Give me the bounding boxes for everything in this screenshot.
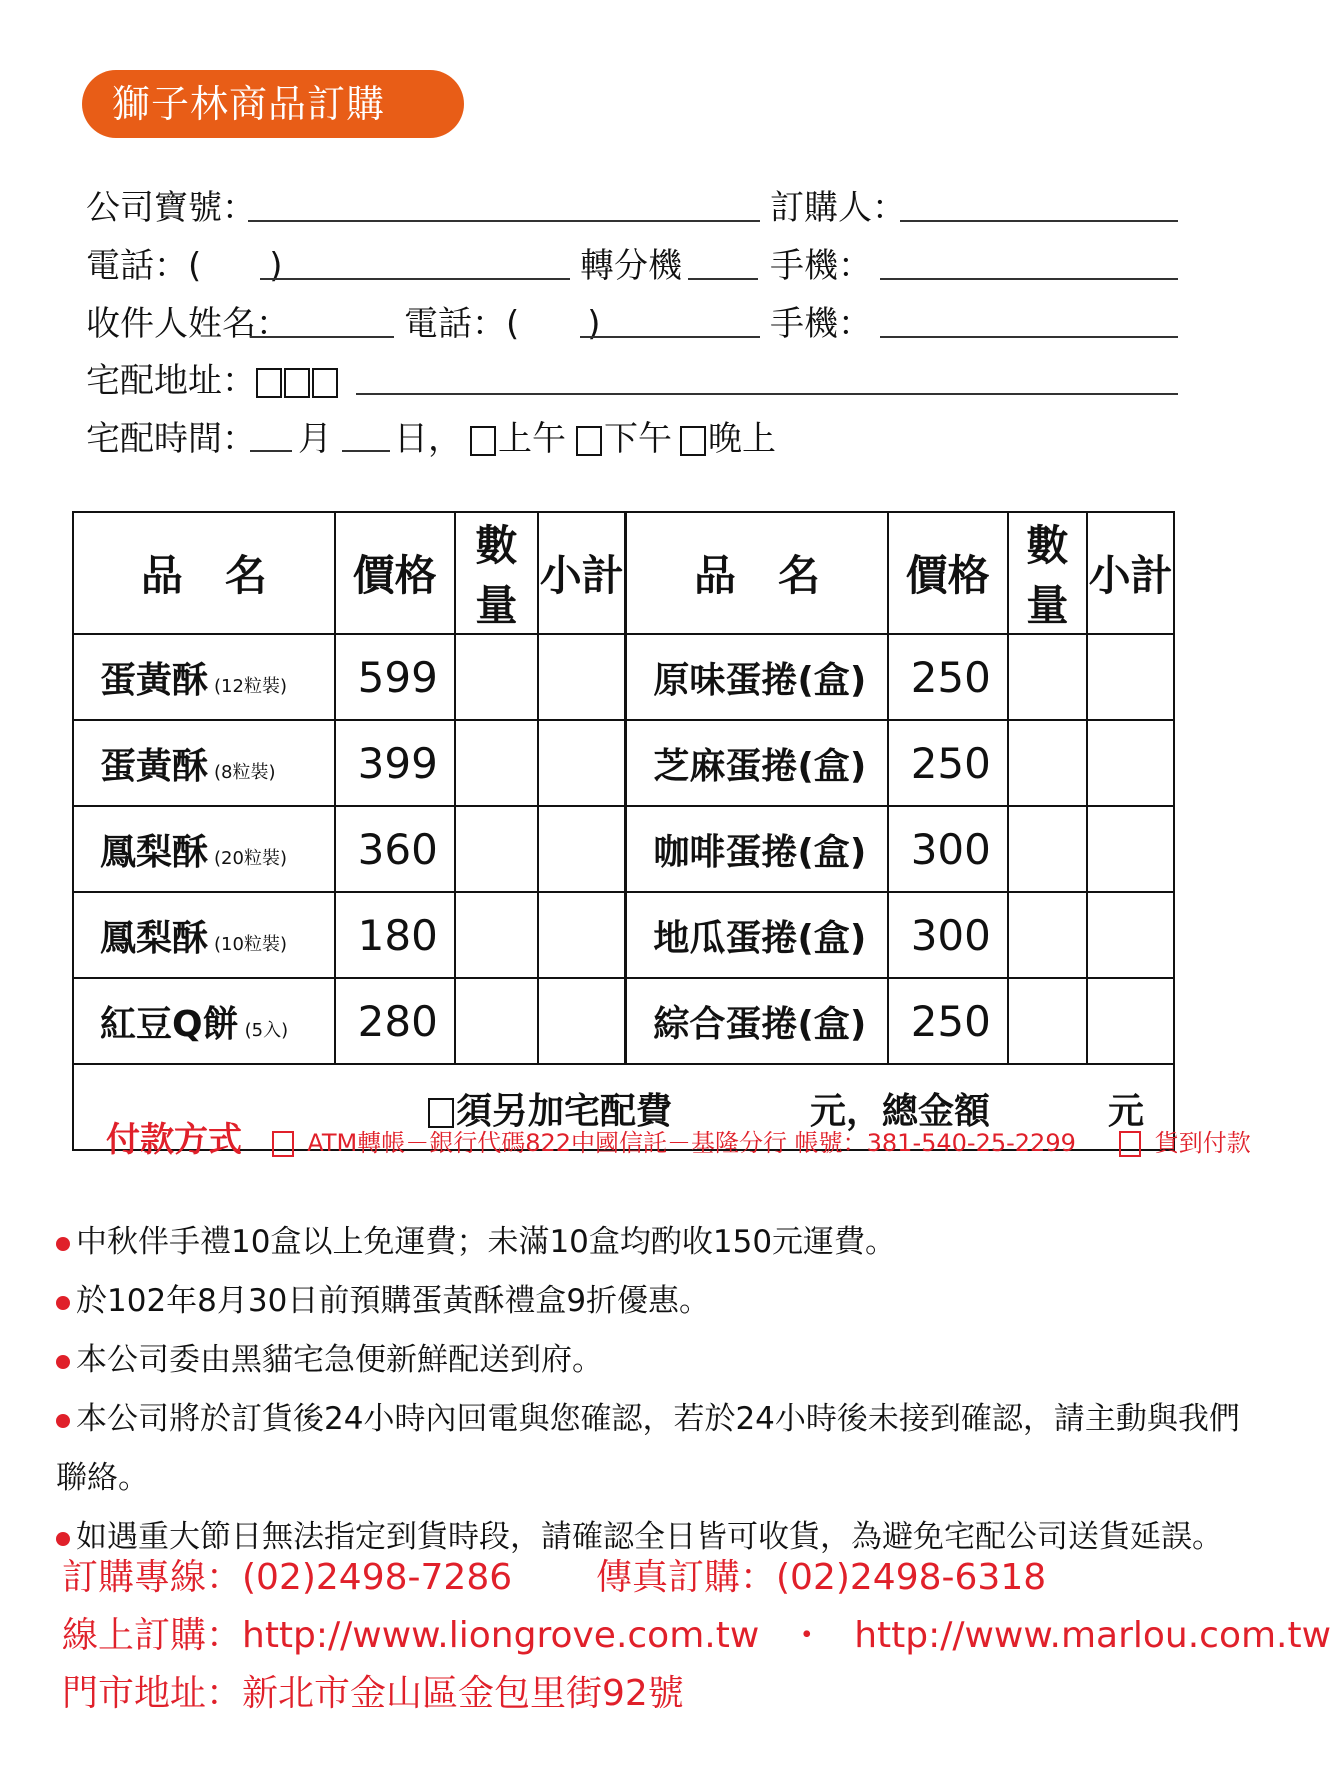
online-link-1[interactable]: 線上訂購：http://www.liongrove.com.tw [62,1615,760,1656]
product-name-text: 蛋黃酥 [100,745,209,787]
header-price: 價格 [888,512,1008,634]
day-field[interactable] [342,450,390,452]
company-field[interactable] [248,220,760,222]
month-field[interactable] [250,450,292,452]
mobile-label: 手機： [770,246,872,286]
orderer-label: 訂購人： [770,188,906,228]
header-subtotal: 小計 [1087,512,1174,634]
qty-cell[interactable] [455,720,539,806]
month-label: 月 [298,419,332,459]
header-qty: 數量 [455,512,539,634]
product-price: 250 [888,978,1008,1064]
checkbox-atm[interactable] [272,1131,294,1157]
company-label: 公司寶號： [86,188,256,228]
product-note: (20粒裝) [214,847,287,869]
am-label: 上午 [498,419,566,459]
product-note: (5入) [244,1019,289,1041]
list-item [56,1213,1252,1272]
product-name: 芝麻蛋捲(盒) [626,720,888,806]
note-text: 本公司將於訂貨後24小時內回電與您確認，若於24小時後未接到確認，請主動與我們聯絡。 [56,1401,1240,1496]
bullet-icon [56,1355,70,1369]
separator: ・ [788,1615,825,1656]
product-note: (8粒裝) [214,761,276,783]
table-row [73,806,1174,892]
subtotal-cell[interactable] [1087,892,1174,978]
notes-list [56,1213,1252,1567]
address-label-text: 宅配地址： [86,361,256,401]
phone-label: 電話：( ) [86,246,283,286]
product-price: 250 [888,634,1008,720]
store-address: 門市地址：新北市金山區金包里街92號 [62,1673,684,1714]
table-row [73,978,1174,1064]
table-row [73,634,1174,720]
hotline: 訂購專線：(02)2498-7286 [62,1557,513,1598]
recipient-mobile-label: 手機： [770,304,872,344]
yuan-label: 元 [1108,1091,1145,1132]
recipient-label: 收件人姓名： [86,304,290,344]
qty-cell[interactable] [455,978,539,1064]
checkbox-night[interactable] [680,426,706,456]
recipient-field[interactable] [250,336,394,338]
subtotal-cell[interactable] [538,892,626,978]
product-name: 原味蛋捲(盒) [626,634,888,720]
postcode-box[interactable] [256,368,282,398]
product-name-text: 蛋黃酥 [100,659,209,701]
header-name: 品 名 [73,512,335,634]
product-name: 綜合蛋捲(盒) [626,978,888,1064]
product-name: 地瓜蛋捲(盒) [626,892,888,978]
atm-option: ATM轉帳－銀行代碼822中國信託－基隆分行 帳號：381-540-25-2299 [307,1129,1076,1157]
qty-cell[interactable] [455,806,539,892]
list-item [56,1272,1252,1331]
note-text: 本公司委由黑貓宅急便新鮮配送到府。 [76,1342,603,1378]
online-order [62,1608,1331,1664]
orderer-field[interactable] [900,220,1178,222]
product-name-text: 鳳梨酥 [100,831,209,873]
checkbox-am[interactable] [470,426,496,456]
address-label [86,357,340,405]
product-price: 599 [335,634,455,720]
bullet-icon [56,1532,70,1546]
subtotal-cell[interactable] [538,978,626,1064]
am-option[interactable] [470,415,566,463]
address-field[interactable] [356,393,1178,395]
header-subtotal: 小計 [538,512,626,634]
qty-cell[interactable] [455,634,539,720]
product-price: 300 [888,806,1008,892]
table-row [73,720,1174,806]
product-name [73,634,335,720]
checkbox-cod[interactable] [1119,1131,1141,1157]
recipient-phone-field[interactable] [580,336,760,338]
night-option[interactable] [680,415,776,463]
fax-order: 傳真訂購：(02)2498-6318 [596,1557,1047,1598]
qty-cell[interactable] [1008,806,1088,892]
product-price: 180 [335,892,455,978]
online-link-2[interactable]: http://www.marlou.com.tw [854,1615,1331,1656]
ext-label: 轉分機 [580,246,682,286]
list-item [56,1390,1252,1508]
subtotal-cell[interactable] [1087,720,1174,806]
ext-field[interactable] [688,278,758,280]
header-qty: 數量 [1008,512,1088,634]
qty-cell[interactable] [1008,634,1088,720]
day-label: 日， [394,419,462,459]
product-price: 250 [888,720,1008,806]
bullet-icon [56,1237,70,1251]
order-table [72,511,1175,1151]
product-name: 咖啡蛋捲(盒) [626,806,888,892]
subtotal-cell[interactable] [1087,978,1174,1064]
time-label: 宅配時間： [86,419,256,459]
product-name [73,978,335,1064]
subtotal-cell[interactable] [538,806,626,892]
postcode-box[interactable] [284,368,310,398]
product-name-text: 鳳梨酥 [100,917,209,959]
table-row [73,892,1174,978]
mobile-field[interactable] [880,278,1178,280]
qty-cell[interactable] [1008,720,1088,806]
product-name [73,720,335,806]
cod-option: 貨到付款 [1154,1129,1251,1157]
bullet-icon [56,1414,70,1428]
payment-section [106,1112,1251,1161]
product-note: (10粒裝) [214,933,287,955]
payment-heading: 付款方式 [106,1120,242,1160]
product-name [73,892,335,978]
pm-label: 下午 [604,419,672,459]
product-price: 360 [335,806,455,892]
product-price: 280 [335,978,455,1064]
checkbox-pm[interactable] [576,426,602,456]
note-text: 於102年8月30日前預購蛋黃酥禮盒9折優惠。 [76,1283,711,1319]
subtotal-cell[interactable] [538,634,626,720]
shipping-label: 須另加宅配費 [456,1091,673,1132]
recipient-phone-label: 電話：( ) [404,304,601,344]
subtotal-cell[interactable] [538,720,626,806]
phone-field[interactable] [260,278,570,280]
subtotal-cell[interactable] [1087,634,1174,720]
subtotal-cell[interactable] [1087,806,1174,892]
total-label: 元，總金額 [810,1091,991,1132]
bullet-icon [56,1296,70,1310]
header-name: 品 名 [626,512,888,634]
product-note: (12粒裝) [214,675,287,697]
qty-cell[interactable] [1008,892,1088,978]
table-header-row [73,512,1174,634]
note-text: 中秋伴手禮10盒以上免運費；未滿10盒均酌收150元運費。 [76,1224,897,1260]
pm-option[interactable] [576,415,672,463]
product-name [73,806,335,892]
qty-cell[interactable] [455,892,539,978]
postcode-box[interactable] [312,368,338,398]
qty-cell[interactable] [1008,978,1088,1064]
recipient-mobile-field[interactable] [880,336,1178,338]
note-text: 如遇重大節日無法指定到貨時段，請確認全日皆可收貨，為避免宅配公司送貨延誤。 [76,1519,1223,1555]
night-label: 晚上 [708,419,776,459]
page-title: 獅子林商品訂購 [82,70,464,138]
product-price: 300 [888,892,1008,978]
header-price: 價格 [335,512,455,634]
list-item [56,1331,1252,1390]
product-name-text: 紅豆Q餅 [100,1003,239,1045]
product-price: 399 [335,720,455,806]
